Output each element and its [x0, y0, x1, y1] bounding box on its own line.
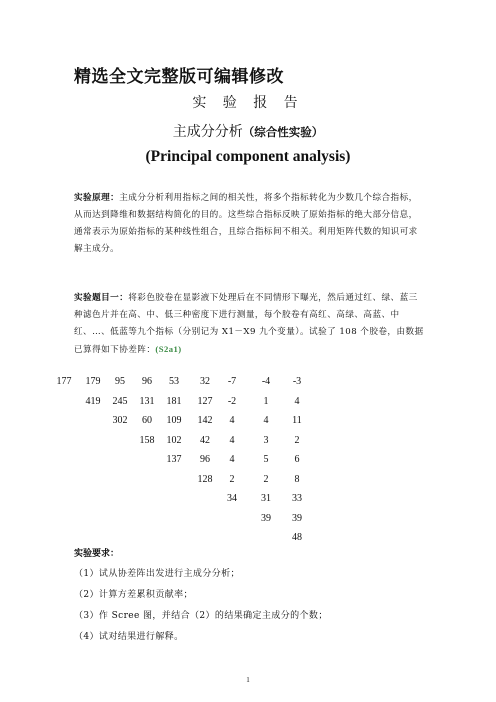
matrix-cell: 2 [294, 434, 300, 446]
problem-paragraph [74, 290, 426, 359]
matrix-cell: 31 [261, 493, 271, 504]
english-title: (Principal component analysis) [145, 148, 351, 165]
matrix-cell: 109 [166, 415, 182, 426]
requirement-item: （2）计算方差累积贡献率； [74, 590, 193, 600]
problem-text: 将彩色胶卷在显影液下处理后在不同情形下曝光，然后通过红、绿、蓝三种滤色片并在高、中、低三种密度下进行测量，每个胶卷有高红、高绿、高蓝、中红、…、低蓝等九个指标（分别记为 X1－X9 九个变量）。试验了 108 个胶卷，由数据已算得如下协差阵： [74, 293, 424, 355]
matrix-cell: 96 [142, 376, 152, 387]
matrix-cell: 302 [112, 415, 128, 426]
matrix-cell: -3 [292, 376, 302, 387]
matrix-cell: 34 [227, 493, 237, 504]
matrix-cell: -4 [261, 376, 271, 387]
matrix-cell: 4 [229, 415, 235, 426]
matrix-cell: 96 [200, 454, 210, 465]
matrix-cell: 33 [292, 493, 302, 504]
problem-label: 实验题目一： [74, 293, 129, 303]
matrix-cell: 60 [142, 415, 152, 426]
matrix-cell: 177 [56, 376, 72, 387]
matrix-cell: 245 [112, 395, 128, 407]
matrix-cell: 3 [263, 434, 269, 446]
covariance-matrix [0, 376, 496, 546]
requirement-item: （4）试对结果进行解释。 [74, 632, 184, 642]
matrix-cell: 39 [292, 512, 302, 524]
matrix-cell: 181 [166, 395, 182, 407]
matrix-cell: 2 [229, 473, 235, 485]
matrix-cell: 53 [169, 376, 179, 387]
experiment-title [0, 121, 496, 141]
requirements-heading: 实验要求： [74, 549, 120, 559]
matrix-cell: 11 [292, 415, 302, 426]
matrix-cell: 137 [166, 454, 182, 465]
report-title: 实 验 报 告 [192, 95, 304, 111]
matrix-cell: 32 [200, 376, 210, 387]
matrix-reference: (S2a1) [155, 344, 182, 354]
matrix-cell: 95 [115, 376, 125, 387]
experiment-title-main: 主成分分析 [172, 124, 243, 140]
matrix-cell: 179 [85, 376, 101, 387]
matrix-cell: 158 [139, 434, 155, 446]
matrix-cell: 1 [263, 395, 269, 407]
matrix-cell: 142 [197, 415, 213, 426]
matrix-cell: 48 [292, 532, 302, 543]
matrix-cell: 128 [197, 473, 213, 485]
matrix-cell: 4 [229, 454, 235, 465]
matrix-cell: 8 [294, 473, 300, 485]
experiment-type: （综合性实验） [242, 125, 324, 139]
matrix-cell: 4 [294, 395, 300, 407]
matrix-cell: 102 [166, 434, 182, 446]
matrix-cell: 5 [263, 454, 269, 465]
matrix-cell: 127 [197, 395, 213, 407]
principle-text: 主成分分析利用指标之间的相关性，将多个指标转化为少数几个综合指标，从而达到降维和数据结构简化的目的。这些综合指标反映了原始指标的绝大部分信息，通常表示为原始指标的某种线性组合，且综合指标间不相关。利用矩阵代数的知识可求解主成分。 [74, 193, 418, 254]
requirement-item: （1）试从协差阵出发进行主成分分析； [74, 569, 240, 579]
matrix-cell: -2 [227, 395, 237, 407]
matrix-cell: 131 [139, 395, 155, 407]
matrix-cell: 6 [294, 454, 300, 465]
document-banner: 精选全文完整版可编辑修改 [74, 67, 284, 87]
matrix-cell: 42 [200, 434, 210, 446]
principle-paragraph [74, 190, 426, 258]
principle-label: 实验原理： [74, 193, 120, 203]
matrix-cell: 2 [263, 473, 269, 485]
matrix-cell: -7 [227, 376, 237, 387]
requirement-item: （3）作 Scree 图，并结合（2）的结果确定主成分的个数； [74, 611, 328, 621]
matrix-cell: 4 [229, 434, 235, 446]
matrix-cell: 39 [261, 512, 271, 524]
matrix-cell: 4 [263, 415, 269, 426]
page-number: 1 [246, 676, 250, 684]
matrix-cell: 419 [85, 395, 101, 407]
